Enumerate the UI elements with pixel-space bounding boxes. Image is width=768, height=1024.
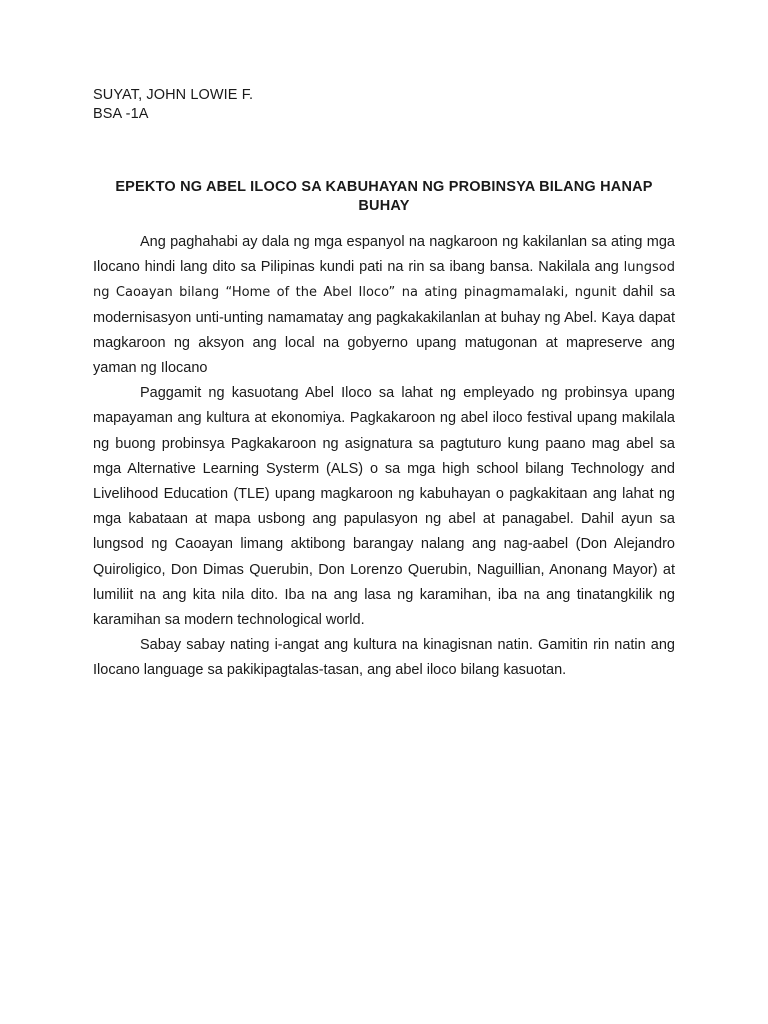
paragraph-1-part-a: Ang paghahabi ay dala ng mga espanyol na nagkaroon ng kakilanlan sa ating mga Ilocano hindi lang dito sa Pilipinas kundi pati na rin sa ibang bansa. Nakilala ang <box>93 234 675 276</box>
paragraph-3-text: Sabay sabay nating i-angat ang kultura na kinagisnan natin. Gamitin rin natin ang Ilocano language sa pakikipagtalas-tasan, ang abel iloco bilang kasuotan. <box>93 637 675 679</box>
author-section: BSA -1A <box>93 106 149 122</box>
author-block <box>93 86 253 124</box>
paragraph-2 <box>93 381 675 633</box>
author-name: SUYAT, JOHN LOWIE F. <box>93 87 254 103</box>
paragraph-1 <box>93 230 675 381</box>
paragraph-3 <box>93 633 675 683</box>
document-body <box>93 230 675 684</box>
paragraph-1-part-b: lungsod ng Caoayan bilang “Home of the Abel Iloco” na ating pinagmamalaki, ngunit <box>93 260 675 301</box>
paragraph-2-text: Paggamit ng kasuotang Abel Iloco sa lahat ng empleyado ng probinsya upang mapayaman ang kultura at ekonomiya. Pagkakaroon ng abel iloco festival upang makilala ng buong probinsya Pagkakaroon ng asignatura sa pagtuturo kung paano mag abel sa mga Alternative Learning Systerm (ALS) o sa mga high school bilang Technology and Livelihood Education (TLE) upang magkaroon ng kabuhayan o pagkakitaan ang lahat ng mga kabataan at mapa usbong ang papulasyon ng abel at panagabel. Dahil ayun sa lungsod ng Caoayan limang aktibong barangay nalang ang nag-aabel (Don Alejandro Quiroligico, Don Dimas Querubin, Don Lorenzo Querubin, Naguillian, Anonang Mayor) at lumiliit na ang kita nila dito. Iba na ang lasa ng karamihan, iba na ang tinatangkilik ng karamihan sa modern technological world. <box>93 385 675 629</box>
paragraph-1-part-c: dahil sa modernisasyon unti-unting namamatay ang pagkakakilanlan at buhay ng Abel. Kaya dapat magkaroon ng aksyon ang local na gobyerno upang matugonan at mapreserve ang yaman ng Ilocano <box>93 284 676 377</box>
document-title: EPEKTO NG ABEL ILOCO SA KABUHAYAN NG PROBINSYA BILANG HANAP BUHAY <box>115 179 653 214</box>
